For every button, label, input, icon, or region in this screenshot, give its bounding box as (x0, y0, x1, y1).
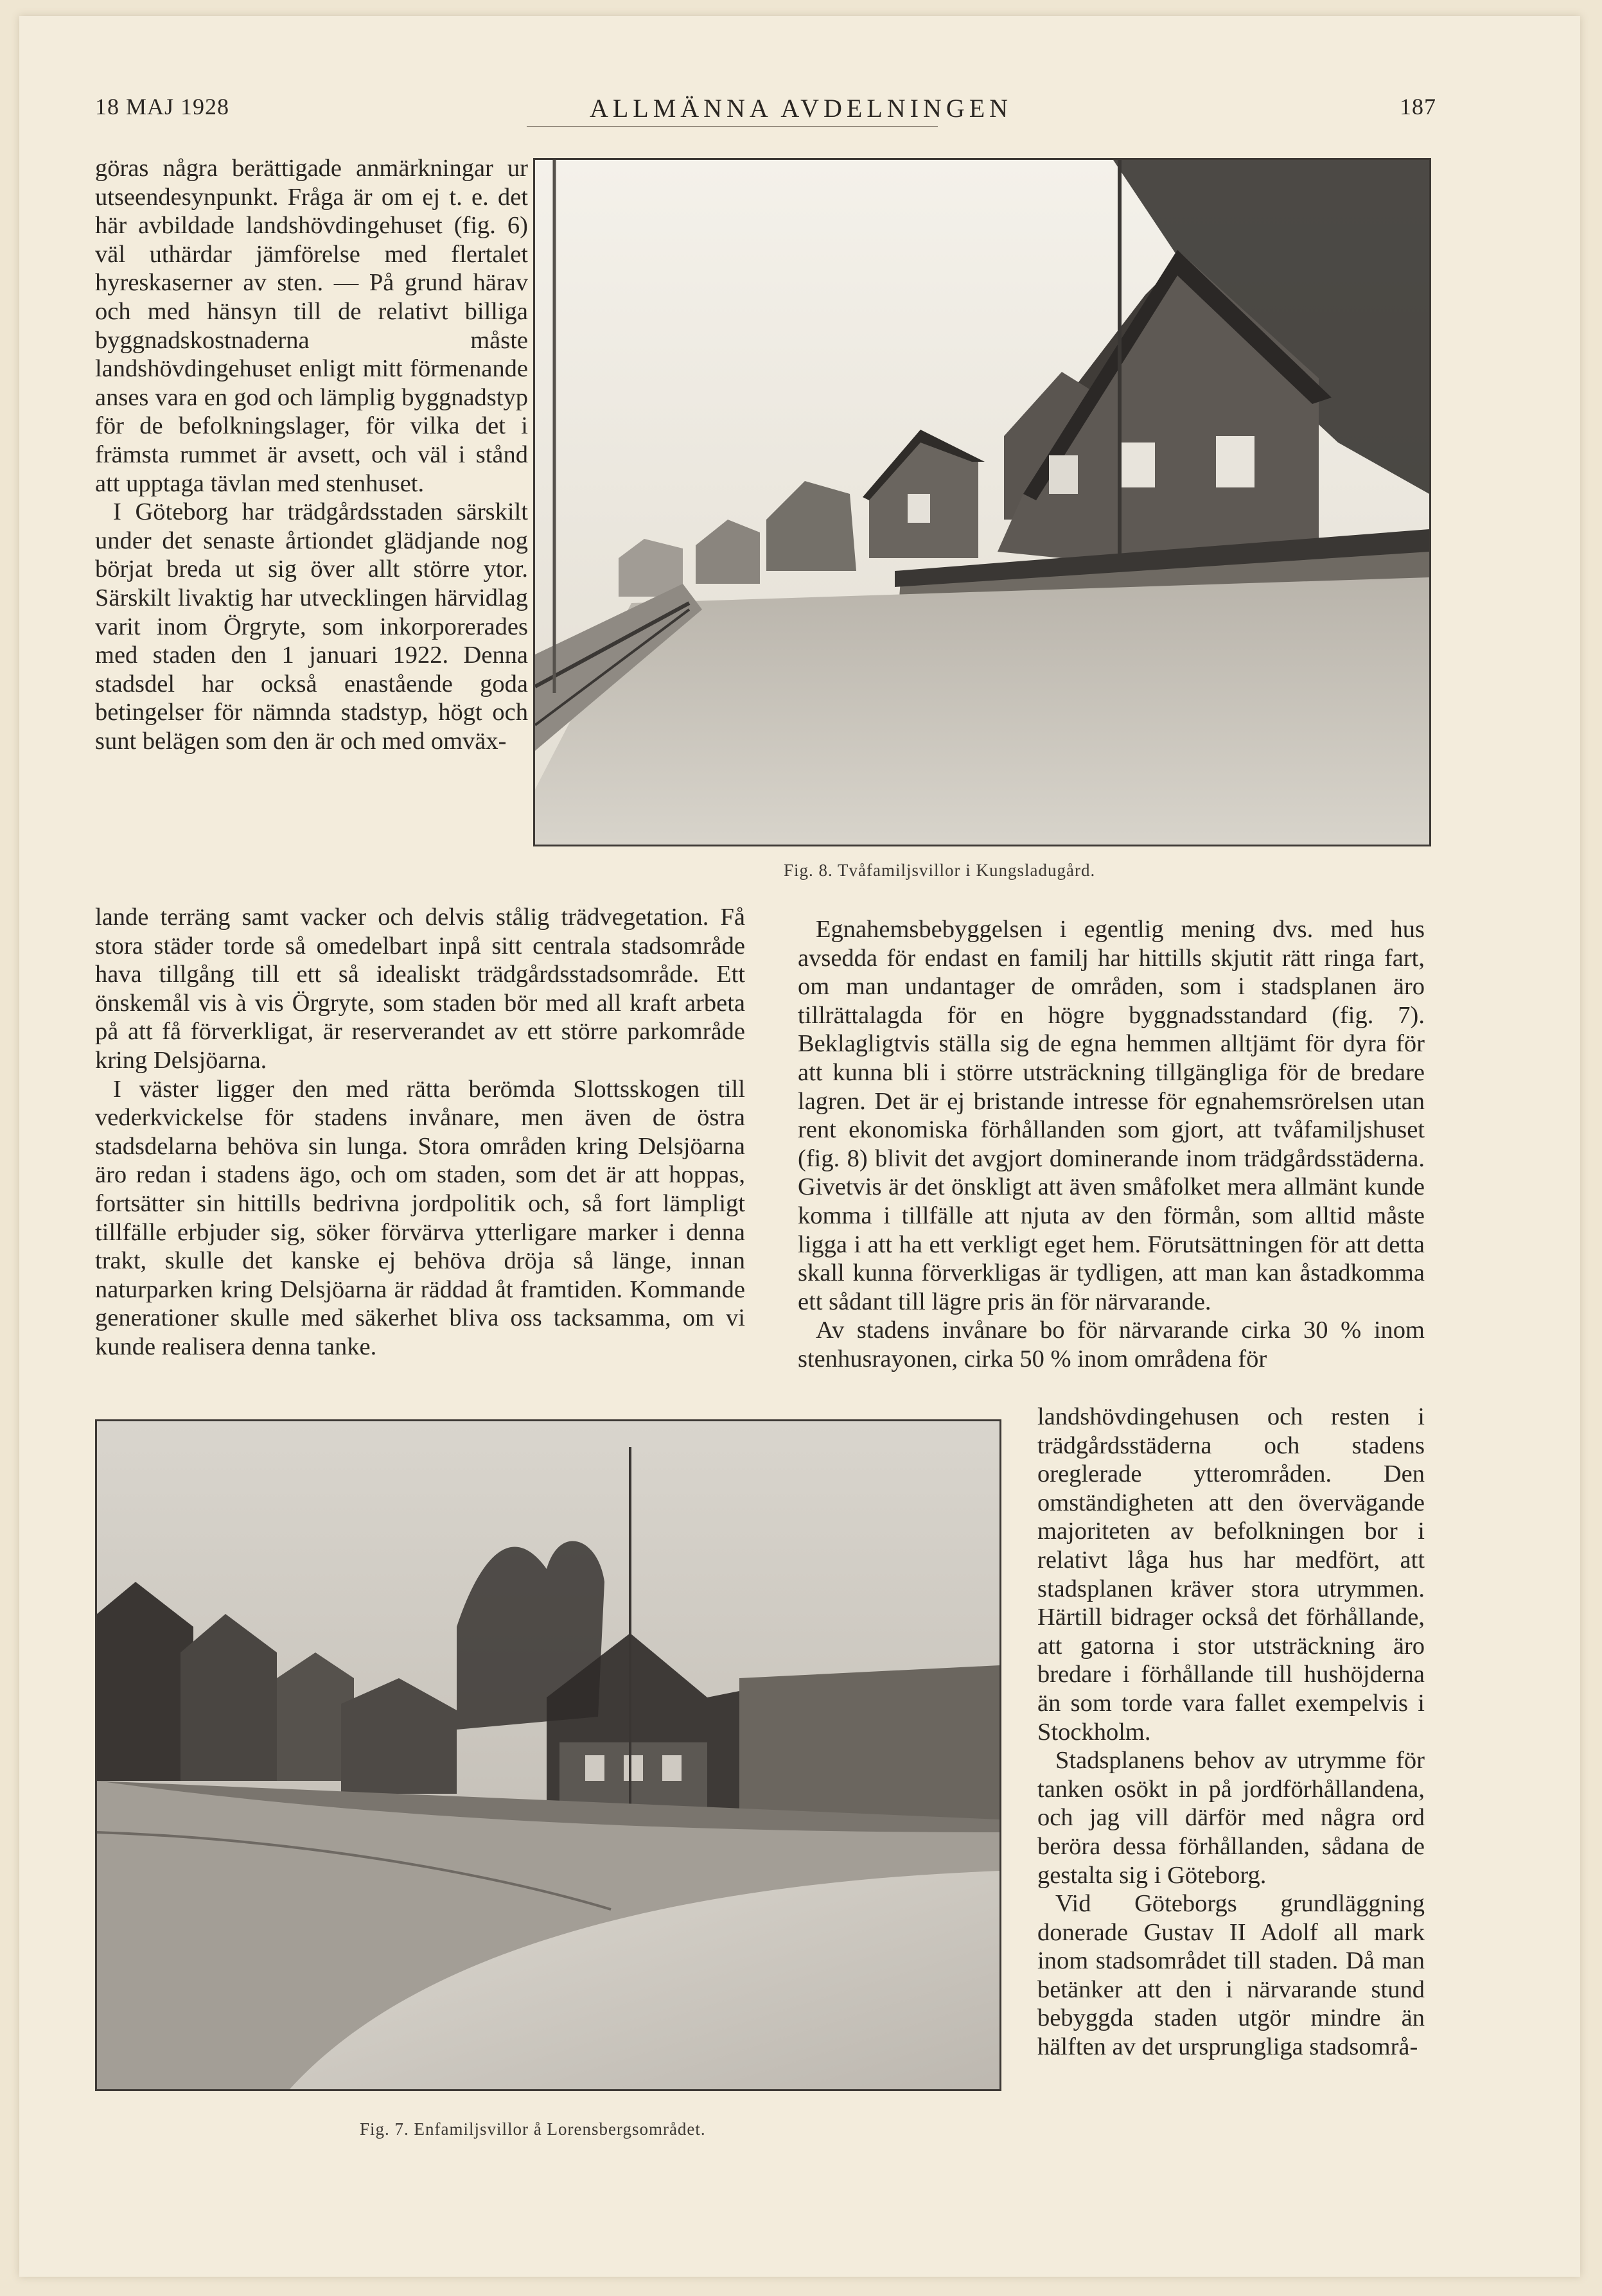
paragraph: göras några berättigade anmärkningar ur utseendesynpunkt. Fråga är om ej t. e. det här avbildade landshövdingehuset (fig. 6) väl uthärdar jämförelse med flertalet hyreskaserner av sten. — På grund härav och med hänsyn till de relativt billiga byggnadskostnaderna måste landshövdingehuset enligt mitt förmenande anses vara en god och lämplig byggnadstyp för de befolkningslager, för vilka det i främsta rummet är avsett, och väl i stånd att upptaga tävlan med stenhuset. (95, 155, 528, 497)
paragraph: Stadsplanens behov av utrymme för tanken osökt in på jordförhållandena, och jag vill därför med några ord beröra dessa förhållanden, sådana de gestalta sig i Göteborg. (1037, 1747, 1425, 1889)
right-column (798, 915, 1425, 1374)
figure-8-photo (533, 158, 1431, 846)
paragraph: Av stadens invånare bo för närvarande cirka 30 % inom stenhusrayonen, cirka 50 % inom områdena för (798, 1317, 1425, 1372)
figure-7-photo (95, 1419, 1001, 2091)
figure-8-caption: Fig. 8. Tvåfamiljsvillor i Kungsladugård. (784, 861, 1096, 880)
paragraph: lande terräng samt vacker och delvis stålig trädvegetation. Få stora städer torde så omedelbart inpå sitt centrala stadsområde hava tillgång till ett så idealiskt trädgårdsstadsområde. Ett önskemål vis à vis Örgryte, som staden bör med all kraft arbeta på att få förverkligat, är reserverandet av ett större parkområde kring Delsjöarna. (95, 904, 745, 1074)
section-title: ALLMÄNNA AVDELNINGEN (589, 94, 1013, 123)
paragraph: Vid Göteborgs grundläggning donerade Gustav II Adolf all mark inom stadsområdet till staden. Då man betänker att den i närvarande stund bebyggda staden utgör mindre än hälften av det ursprungliga stadsområ- (1037, 1890, 1425, 2061)
issue-date: 18 MAJ 1928 (95, 94, 230, 119)
header-rule (527, 126, 938, 127)
paragraph: I Göteborg har trädgårdsstaden särskilt under det senaste årtiondet glädjande nog börjat breda ut sig över allt större ytor. Särskilt livaktig har utvecklingen härvidlag varit inom Örgryte, som inkorporerades med staden den 1 januari 1922. Denna stadsdel har också enastående goda betingelser för nämnda stadstyp, högt och sunt belägen som den är och med omväx- (95, 498, 528, 755)
page-number: 187 (1400, 94, 1436, 119)
figure-7-caption: Fig. 7. Enfamiljsvillor å Lorensbergsområdet. (360, 2119, 706, 2139)
left-column-wide (95, 903, 745, 1362)
paragraph: I väster ligger den med rätta berömda Slottsskogen till vederkvickelse för stadens invånare, men även de östra stadsdelarna behöva sin lunga. Stora områden kring Delsjöarna äro redan i stadens ägo, och om staden, som det är att hoppas, fortsätter sin hittills bedrivna jordpolitik och, så fort lämpligt tillfälle erbjuder sig, söker förvärva ytterligare marker i denna trakt, skulle det kanske ej behöva dröja så länge, innan naturparken kring Delsjöarna är räddad åt framtiden. Kommande generationer skulle med säkerhet bliva oss tacksamma, om vi kunde realisera denna tanke. (95, 1075, 745, 1360)
paragraph: landshövdingehusen och resten i trädgårdsstäderna och stadens oreglerade ytterområden. Den omständigheten att den övervägande majoriteten av befolkningen bor i relativt låga hus har medfört, att stadsplanen kräver stora utrymmen. Härtill bidrager också det förhållande, att gatorna i stor utsträckning äro bredare i förhållande till hushöjderna än som torde vara fallet exempelvis i Stockholm. (1037, 1403, 1425, 1746)
left-column-top (95, 154, 528, 755)
right-column-narrow (1037, 1403, 1425, 2062)
paragraph: Egnahemsbebyggelsen i egentlig mening dvs. med hus avsedda för endast en familj har hittills skjutit rätt ringa fart, om man undantager de områden, som i stadsplanen äro tillrättalagda för en högre byggnadsstandard (fig. 7). Beklagligtvis ställa sig de egna hemmen alltjämt för dyra för att kunna bli i större utsträckning tillgängliga för de bredare lagren. Det är ej bristande intresse för egnahemsrörelsen utan rent ekonomiska förhållanden som gjort, att tvåfamiljshuset (fig. 8) blivit det avgjort dominerande inom trädgårdsstäderna. Givetvis är det önskligt att även småfolket mera allmänt kunde komma i tillfälle att njuta av den förmån, som alltid måste ligga i att ha ett verkligt eget hem. Förutsättningen för att detta skall kunna förverkligas är tydligen, att man kan åstadkomma ett sådant till lägre pris än för närvarande. (798, 916, 1425, 1315)
